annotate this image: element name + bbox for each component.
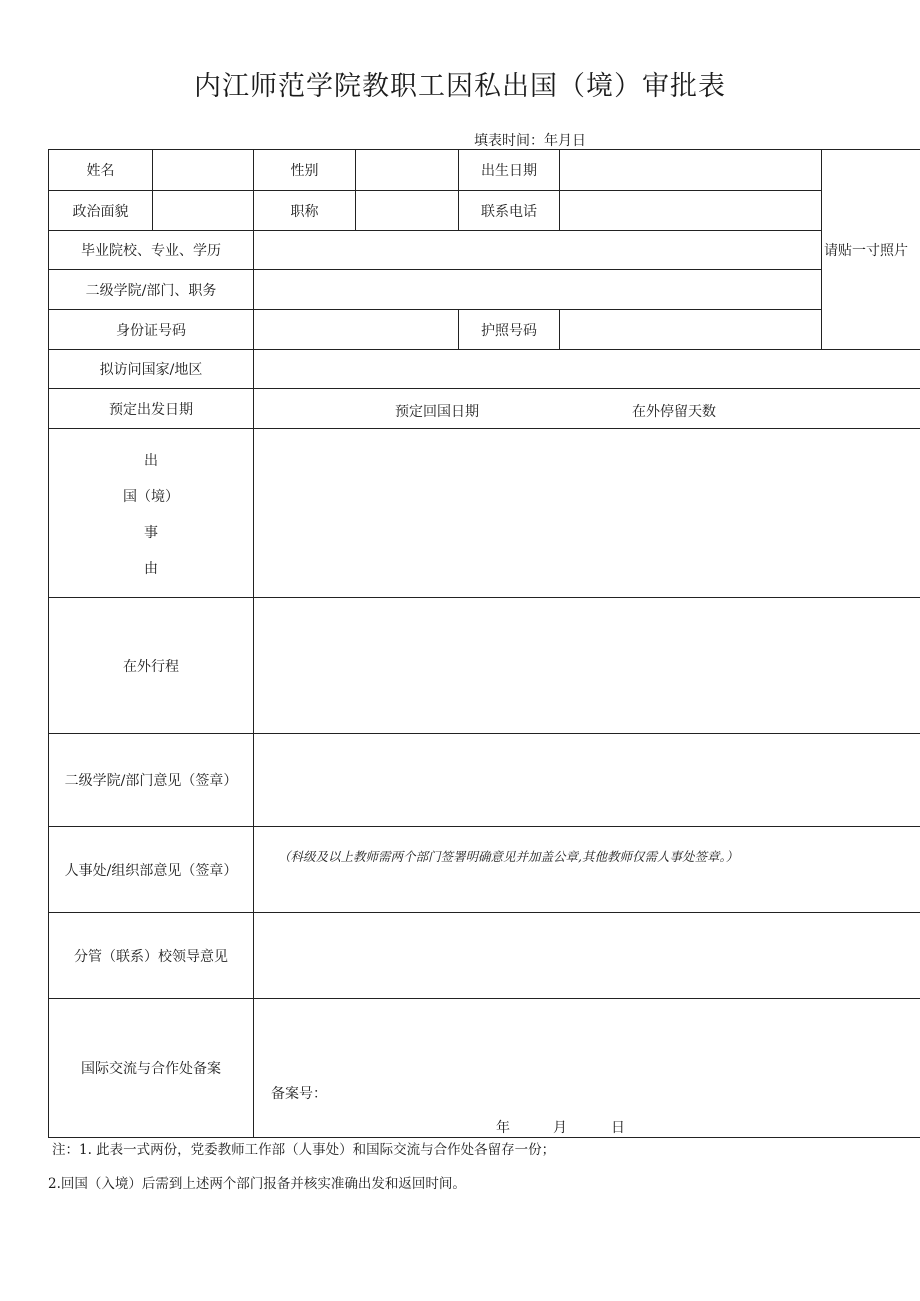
reason-char-3: 事 (144, 525, 158, 541)
reason-char-2: 国（境） (123, 489, 179, 505)
date-month-label: 月 (553, 1120, 567, 1136)
return-date-label: 预定回国日期 (395, 404, 479, 420)
photo-box[interactable]: 请贴一寸照片 (822, 150, 920, 350)
reason-label (49, 429, 254, 598)
dept-opinion-label: 二级学院/部门意见（签章） (49, 734, 254, 827)
date-day-label: 日 (611, 1120, 625, 1136)
leader-opinion-label: 分管（联系）校领导意见 (49, 913, 254, 999)
reason-char-1: 出 (144, 453, 158, 469)
job-title-input[interactable] (356, 191, 459, 231)
dates-input[interactable] (254, 389, 920, 429)
departure-date-label: 预定出发日期 (49, 389, 254, 429)
reason-input[interactable] (254, 429, 920, 598)
hr-opinion-label: 人事处/组织部意见（签章） (49, 827, 254, 913)
gender-input[interactable] (356, 150, 459, 191)
approval-form-table (48, 149, 920, 1138)
intl-record-label: 国际交流与合作处备案 (49, 999, 254, 1138)
birth-date-label: 出生日期 (459, 150, 560, 191)
fill-date-label: 填表时间：年月日 (474, 133, 586, 149)
political-status-input[interactable] (153, 191, 254, 231)
hr-opinion-input[interactable] (254, 827, 920, 913)
political-status-label: 政治面貌 (49, 191, 153, 231)
leader-opinion-input[interactable] (254, 913, 920, 999)
stay-days-label: 在外停留天数 (632, 404, 716, 420)
name-label: 姓名 (49, 150, 153, 191)
dept-opinion-input[interactable] (254, 734, 920, 827)
department-position-label: 二级学院/部门、职务 (49, 270, 254, 310)
job-title-label: 职称 (254, 191, 356, 231)
hr-opinion-hint: （科级及以上教师需两个部门签署明确意见并加盖公章,其他教师仅需人事处签章。） (278, 849, 739, 864)
gender-label: 性别 (254, 150, 356, 191)
education-label: 毕业院校、专业、学历 (49, 231, 254, 270)
itinerary-input[interactable] (254, 598, 920, 734)
phone-input[interactable] (560, 191, 822, 231)
education-input[interactable] (254, 231, 822, 270)
form-title: 内江师范学院教职工因私出国（境）审批表 (194, 71, 726, 102)
passport-number-label: 护照号码 (459, 310, 560, 350)
date-year-label: 年 (496, 1120, 510, 1136)
birth-date-input[interactable] (560, 150, 822, 191)
id-number-input[interactable] (254, 310, 459, 350)
phone-label: 联系电话 (459, 191, 560, 231)
destination-label: 拟访问国家/地区 (49, 350, 254, 389)
intl-record-input[interactable] (254, 999, 920, 1138)
footnote-2: 2.回国（入境）后需到上述两个部门报备并核实准确出发和返回时间。 (48, 1176, 466, 1192)
destination-input[interactable] (254, 350, 920, 389)
department-position-input[interactable] (254, 270, 822, 310)
name-input[interactable] (153, 150, 254, 191)
footnote-1: 注：1. 此表一式两份，党委教师工作部（人事处）和国际交流与合作处各留存一份； (52, 1142, 556, 1158)
record-number-label: 备案号： (271, 1086, 327, 1102)
itinerary-label: 在外行程 (49, 598, 254, 734)
reason-char-4: 由 (144, 561, 158, 577)
passport-number-input[interactable] (560, 310, 822, 350)
id-number-label: 身份证号码 (49, 310, 254, 350)
